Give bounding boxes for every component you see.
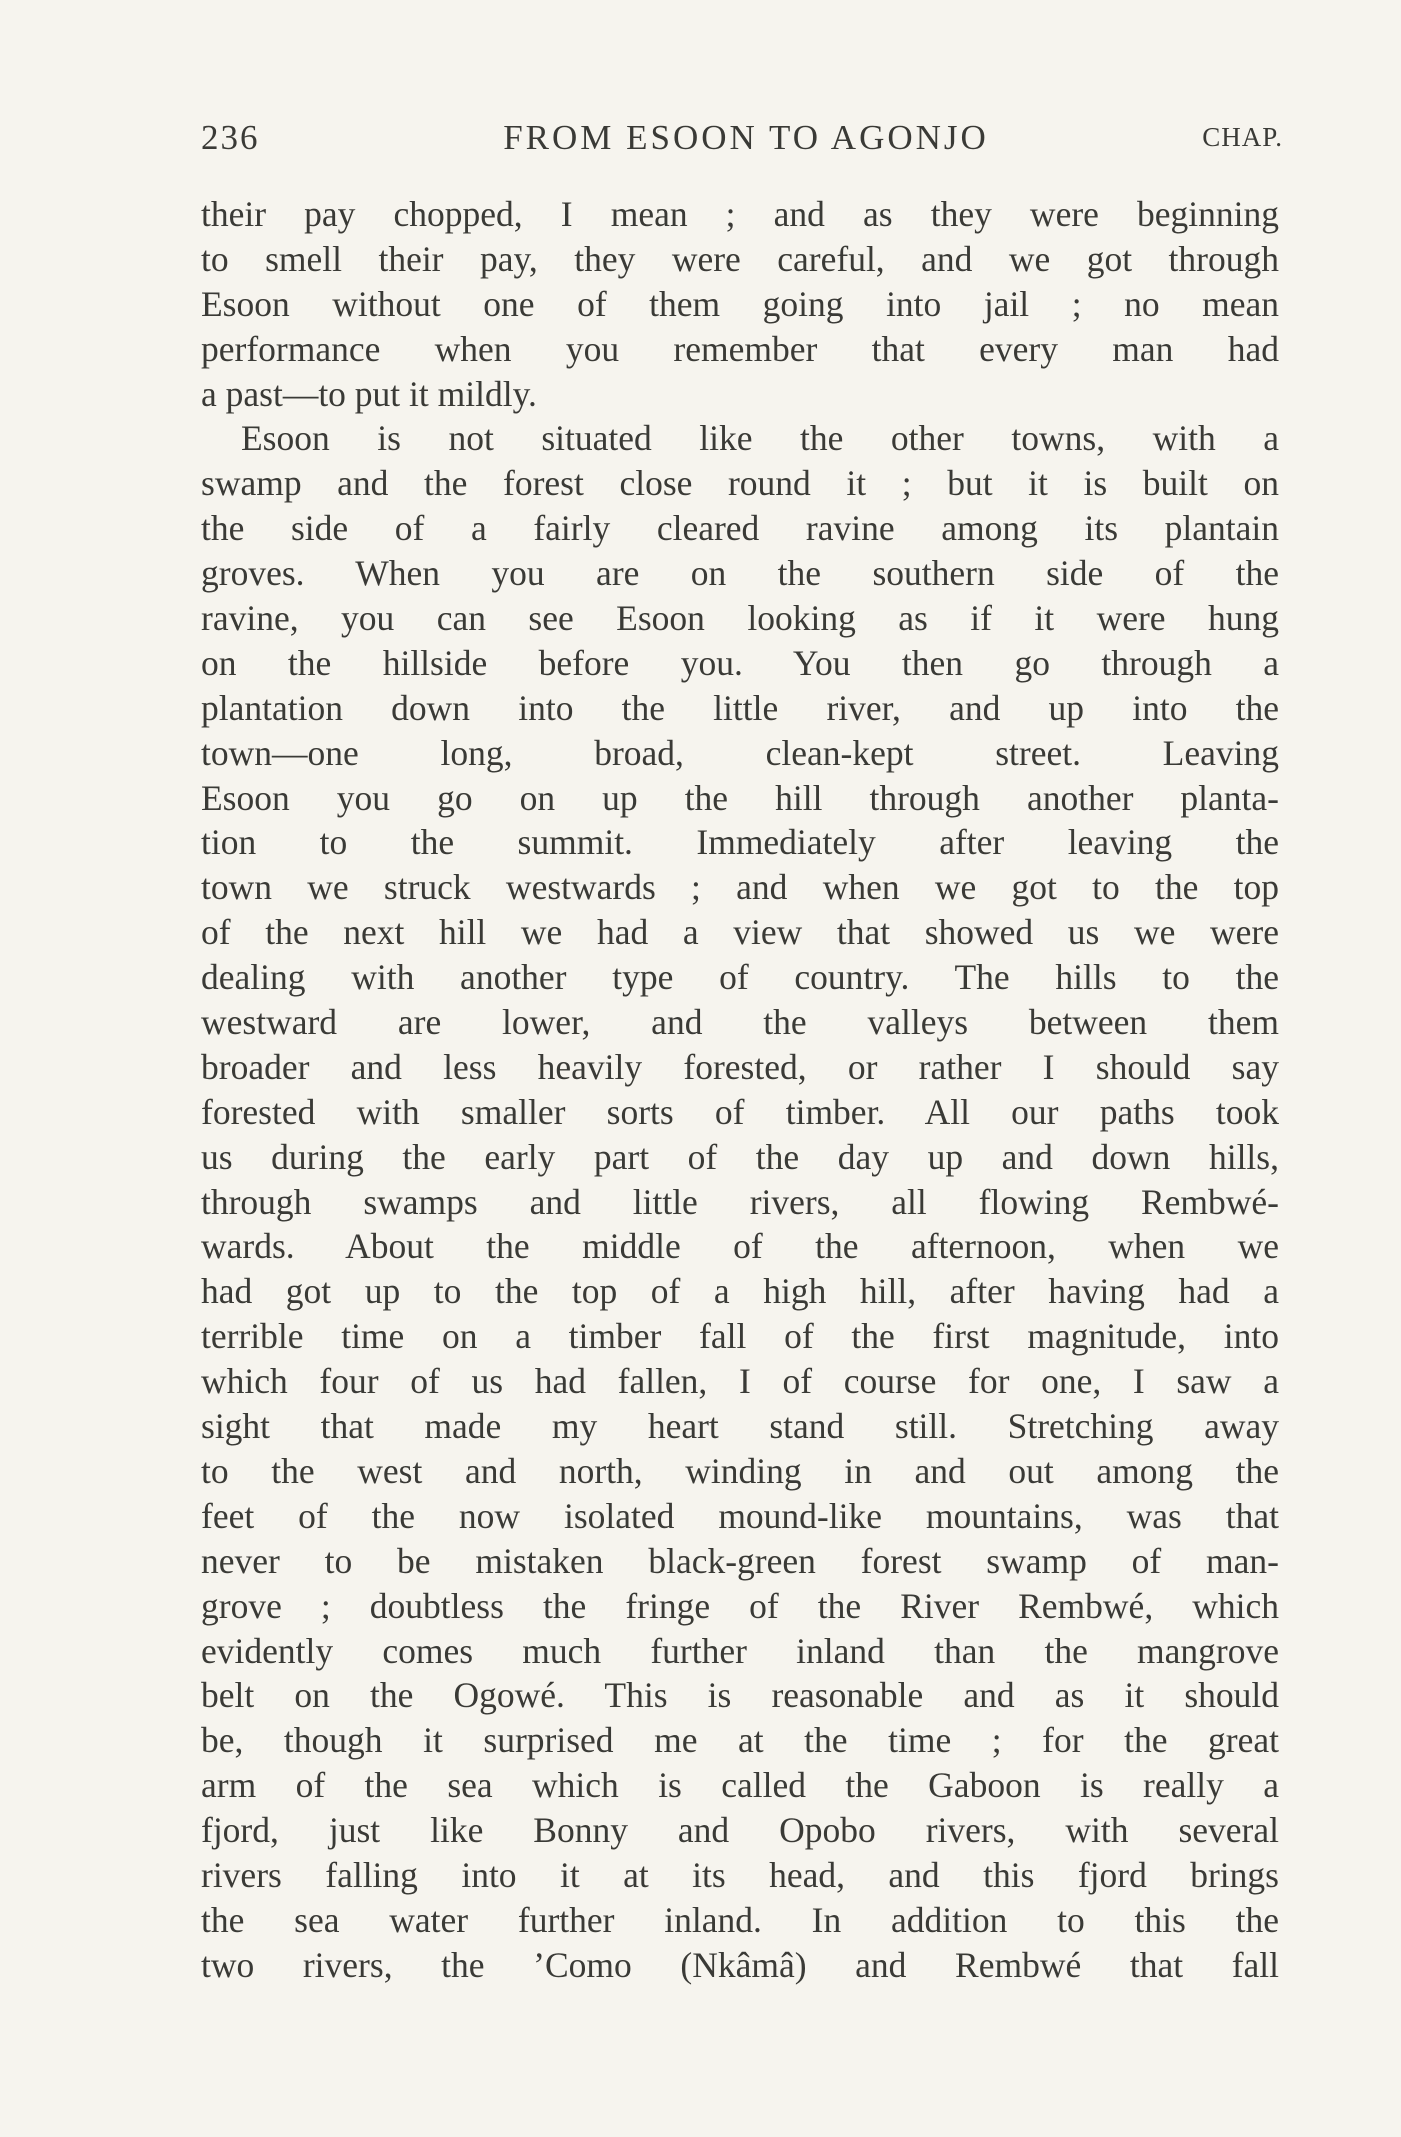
body-text <box>201 192 1279 1988</box>
text-line: rivers falling into it at its head, and this fjord brings <box>201 1854 1279 1895</box>
text-line: which four of us had fallen, I of course for one, I saw a <box>201 1361 1279 1402</box>
text-line: plantation down into the little river, and up into the <box>201 687 1279 728</box>
text-line: tion to the summit. Immediately after leaving the <box>201 822 1279 863</box>
text-line: belt on the Ogowé. This is reasonable and as it should <box>201 1675 1279 1716</box>
text-line: performance when you remember that every man had <box>201 328 1279 369</box>
text-line: be, though it surprised me at the time ; for the great <box>201 1720 1279 1761</box>
text-line: their pay chopped, I mean ; and as they were beginning <box>201 194 1279 234</box>
text-line: evidently comes much further inland than the mangrove <box>201 1630 1279 1671</box>
text-line: Esoon without one of them going into jail ; no mean <box>201 283 1279 324</box>
running-head <box>201 118 1291 168</box>
text-line: dealing with another type of country. The hills to the <box>201 957 1279 998</box>
text-line: terrible time on a timber fall of the first magnitude, into <box>201 1316 1279 1357</box>
text-line: groves. When you are on the southern side of the <box>201 553 1279 594</box>
page-number: 236 <box>201 118 260 157</box>
text-line: broader and less heavily forested, or rather I should say <box>201 1046 1279 1087</box>
text-line: forested with smaller sorts of timber. All our paths took <box>201 1091 1279 1132</box>
text-line: through swamps and little rivers, all flowing Rembwé- <box>201 1181 1279 1222</box>
text-line: never to be mistaken black-green forest swamp of man- <box>201 1540 1279 1581</box>
text-line: had got up to the top of a high hill, after having had a <box>201 1271 1279 1312</box>
text-line: feet of the now isolated mound-like mountains, was that <box>201 1495 1279 1536</box>
text-line: the sea water further inland. In addition to this the <box>201 1899 1279 1940</box>
text-line: wards. About the middle of the afternoon, when we <box>201 1226 1279 1267</box>
text-line: town—one long, broad, clean-kept street. Leaving <box>201 732 1279 773</box>
text-line: Esoon you go on up the hill through another planta- <box>201 777 1279 818</box>
text-line: arm of the sea which is called the Gaboon is really a <box>201 1765 1279 1806</box>
text-line: swamp and the forest close round it ; but it is built on <box>201 463 1279 504</box>
text-line: grove ; doubtless the fringe of the River Rembwé, which <box>201 1585 1279 1626</box>
text-line: Esoon is not situated like the other towns, with a <box>241 418 1279 459</box>
text-line: us during the early part of the day up and down hills, <box>201 1136 1279 1177</box>
text-line: to the west and north, winding in and out among the <box>201 1450 1279 1491</box>
text-line: on the hillside before you. You then go through a <box>201 642 1279 683</box>
chapter-title: FROM ESOON TO AGONJO <box>503 118 989 157</box>
text-line: westward are lower, and the valleys between them <box>201 1002 1279 1043</box>
text-line: the side of a fairly cleared ravine among its plantain <box>201 508 1279 549</box>
text-line: a past—to put it mildly. <box>201 373 537 414</box>
text-line: fjord, just like Bonny and Opobo rivers, with several <box>201 1810 1279 1851</box>
text-line: two rivers, the ’Como (Nkâmâ) and Rembwé that fall <box>201 1944 1279 1985</box>
text-line: to smell their pay, they were careful, and we got through <box>201 238 1279 279</box>
text-line: sight that made my heart stand still. Stretching away <box>201 1406 1279 1447</box>
chapter-label: CHAP. <box>1202 122 1283 152</box>
text-line: ravine, you can see Esoon looking as if it were hung <box>201 598 1279 639</box>
text-line: town we struck westwards ; and when we got to the top <box>201 867 1279 908</box>
text-line: of the next hill we had a view that showed us we were <box>201 912 1279 953</box>
